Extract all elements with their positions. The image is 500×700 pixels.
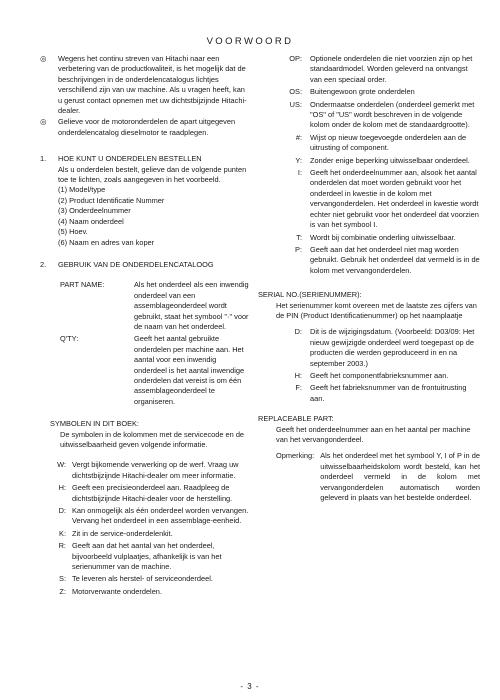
- note-label: Opmerking:: [276, 451, 315, 461]
- symbol-item: [258, 156, 480, 166]
- circle-bullet-icon: ◎: [40, 54, 47, 63]
- symbol-code: I:: [297, 168, 302, 178]
- symbol-desc: Geeft een precisieonderdeel aan. Raadpleeg de dichtstbijzijnde Hitachi-dealer voor de herstelling.: [72, 483, 233, 503]
- section-intro: Als u onderdelen bestelt, gelieve dan de volgende punten toe te lichten, zoals aangegeven in het voorbeeld.: [58, 164, 247, 185]
- symbol-code: S:: [59, 574, 66, 584]
- circle-bullet-icon: ◎: [40, 117, 47, 127]
- symbol-desc: Kan onmogelijk als één onderdeel worden vervangen. Vervang het onderdeel in een assemblage-eenheid.: [72, 506, 249, 526]
- section-usage: [40, 260, 250, 407]
- symbol-desc: Buitengewoon grote onderdelen: [310, 87, 415, 97]
- definition-key: Q'TY:: [60, 334, 79, 344]
- replaceable-note: [258, 451, 480, 503]
- symbols-intro: De symbolen in de kolommen met de servicecode en de uitwisselbaarheid geven volgende informatie.: [60, 429, 245, 449]
- symbol-item: [258, 245, 480, 276]
- symbol-code: H:: [58, 483, 66, 493]
- symbol-code: P:: [295, 244, 302, 254]
- symbol-desc: Geeft aan dat het onderdeel niet mag worden gebruikt. Gebruik het onderdeel dat vermeld is in de kolom met vervangonderdelen.: [310, 244, 480, 275]
- symbol-desc: Wordt bij combinatie onderling uitwisselbaar.: [310, 232, 456, 242]
- symbol-code: R:: [58, 541, 66, 551]
- symbol-list-left: [40, 460, 250, 597]
- serial-item: [258, 383, 480, 404]
- symbol-item: [40, 529, 250, 539]
- definition-key: PART NAME:: [60, 280, 105, 290]
- serial-item: [258, 327, 480, 369]
- order-item: (5) Hoev.: [58, 227, 88, 237]
- symbol-list-right: [258, 54, 480, 276]
- symbol-item: [258, 87, 480, 97]
- serial-code: F:: [295, 383, 302, 393]
- serial-code: H:: [294, 370, 302, 380]
- page-title: VOORWOORD: [206, 36, 294, 47]
- definition-text: Geeft het aantal gebruikte onderdelen per machine aan. Het aantal voor een inwendig onderdeel is het aantal inwendige onderdelen dat vereist is om één assemblageonderdeel te organiseren.: [134, 334, 245, 406]
- section-number: 2.: [40, 259, 47, 269]
- symbol-code: #:: [295, 132, 302, 142]
- symbol-code: Y:: [295, 155, 302, 165]
- symbol-item: [40, 574, 250, 584]
- symbol-item: [258, 54, 480, 85]
- symbol-desc: Geeft aan dat het aantal van het onderdeel, bijvoorbeeld vulplaatjes, afhankelijk is van het serienummer van de machine.: [72, 541, 222, 572]
- section-title: GEBRUIK VAN DE ONDERDELENCATALOOG: [58, 259, 214, 269]
- symbol-code: T:: [296, 232, 302, 242]
- serial-item: [258, 371, 480, 381]
- symbol-desc: Vergt bijkomende verwerking op de werf. Vraag uw dichtstbijzijnde Hitachi-dealer om meer informatie.: [72, 460, 239, 480]
- section-ordering: [40, 154, 250, 248]
- symbol-item: [258, 233, 480, 243]
- symbol-item: [40, 587, 250, 597]
- replaceable-heading: REPLACEABLE PART:: [258, 414, 334, 424]
- symbols-heading: SYMBOLEN IN DIT BOEK:: [50, 419, 139, 429]
- section-number: 1.: [40, 154, 47, 164]
- symbol-code: OS:: [289, 87, 302, 97]
- symbol-desc: Wijst op nieuw toegevoegde onderdelen aan de uitrusting of component.: [310, 132, 467, 153]
- order-item: (6) Naam en adres van koper: [58, 237, 155, 247]
- order-item: (2) Product Identificatie Nummer: [58, 195, 165, 205]
- symbol-code: W:: [57, 460, 66, 470]
- order-item: (3) Onderdeelnummer: [58, 206, 131, 216]
- intro-text: Wegens het continu streven van Hitachi naar een verbetering van de productkwaliteit, is het mogelijk dat de beschrijvingen in de onderdelencatalogus lichtjes verschillend zijn van uw machine. Als u vragen heeft, kan u gerust contact opnemen met uw dichtstbijzijnde Hitachi-dealer.: [58, 54, 247, 116]
- symbol-desc: Motorverwante onderdelen.: [72, 586, 162, 596]
- definition-part-name: [40, 280, 250, 332]
- symbol-desc: Geeft het onderdeelnummer aan, alsook het aantal onderdelen dat moet worden gebruikt voor het onderdeel in kwestie in de kolom met vervangonderdelen. Het onderdeel in kwestie wordt echter niet gebruikt voor het onderdeel dat voorzien is van het symbool I.: [310, 168, 479, 230]
- left-column: [40, 54, 250, 597]
- note-text: Als het onderdeel met het symbool Y, I of P in de uitwisselbaarheidskolom wordt besteld, kan het onderdeel vermeld in de kolom met vervangonderdelen automatisch worden geleverd in plaats van het bestelde onderdeel.: [320, 451, 480, 503]
- serial-code: D:: [294, 327, 302, 337]
- symbol-desc: Ondermaatse onderdelen (onderdeel gemerkt met "OS" of "US" wordt beschreven in de volgende kolom onder de kolom met de standaardgrootte).: [310, 99, 475, 130]
- order-item: (4) Naam onderdeel: [58, 216, 124, 226]
- symbol-item: [40, 506, 250, 527]
- symbol-item: [40, 460, 250, 481]
- definition-qty: [40, 334, 250, 407]
- section-title: HOE KUNT U ONDERDELEN BESTELLEN: [58, 154, 202, 164]
- symbol-item: [258, 133, 480, 154]
- symbol-desc: Optionele onderdelen die niet voorzien zijn op het standaardmodel. Worden geleverd na ontvangst van een speciaal order.: [310, 54, 473, 84]
- intro-text: Gelieve voor de motoronderdelen de apart uitgegeven onderdelencatalog dieselmotor te raadplegen.: [58, 117, 236, 137]
- symbol-desc: Zonder enige beperking uitwisselbaar onderdeel.: [310, 155, 470, 165]
- symbol-item: [258, 100, 480, 131]
- replaceable-text: Geeft het onderdeelnummer aan en het aantal per machine van het vervangonderdeel.: [276, 424, 471, 444]
- definition-text: Als het onderdeel als een inwendig onderdeel van een assemblageonderdeel wordt gebruikt, staat het symbool "·" voor de naam van het onderdeel.: [134, 280, 249, 331]
- serial-desc: Dit is de wijzigingsdatum. (Voorbeeld: D03/09: Het nieuw gewijzigde onderdeel werd toegepast op de producten die werden geproduceerd in en na september 2003.): [310, 327, 475, 368]
- serial-desc: Geeft het componentfabrieksnummer aan.: [310, 370, 449, 380]
- symbol-item: [40, 483, 250, 504]
- intro-bullet: [40, 117, 250, 138]
- symbol-code: OP:: [289, 54, 302, 63]
- serial-desc: Geeft het fabrieksnummer van de frontuitrusting aan.: [310, 383, 467, 403]
- right-column: [258, 54, 480, 503]
- symbol-item: [258, 168, 480, 230]
- order-item: (1) Model/type: [58, 185, 106, 195]
- page-number: - 3 -: [240, 682, 260, 691]
- intro-bullet: [40, 54, 250, 116]
- serial-list: [258, 327, 480, 404]
- symbol-code: Z:: [59, 586, 66, 596]
- symbol-code: D:: [58, 506, 66, 516]
- serial-heading: SERIAL NO.(SERIENUMMER):: [258, 290, 362, 300]
- symbol-desc: Zit in de service-onderdelenkit.: [72, 528, 173, 538]
- symbol-code: US:: [289, 99, 302, 109]
- symbol-desc: Te leveren als herstel- of serviceonderdeel.: [72, 574, 213, 584]
- serial-text: Het serienummer komt overeen met de laatste zes cijfers van de PIN (Product Identificatienummer) op het naamplaatje: [276, 300, 477, 320]
- symbol-code: K:: [59, 528, 66, 538]
- symbol-item: [40, 541, 250, 572]
